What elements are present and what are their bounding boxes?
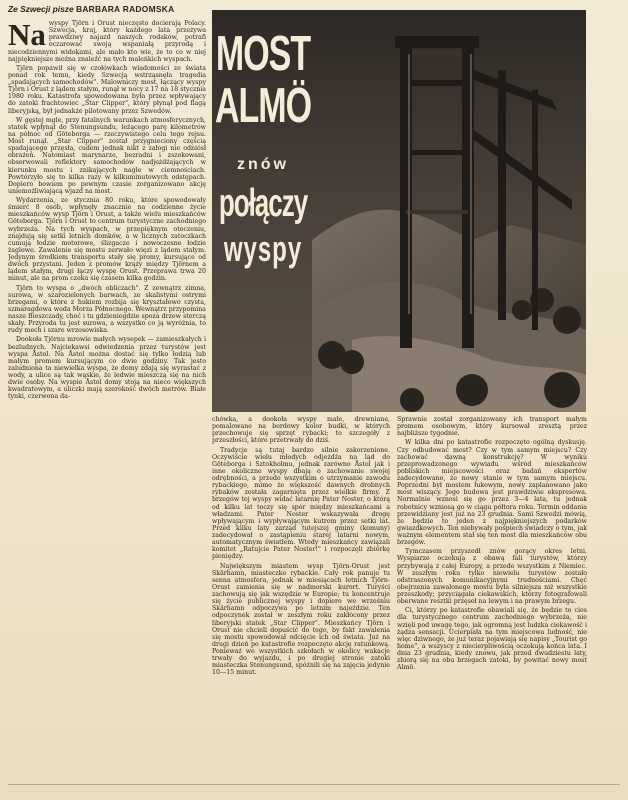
article-column-2 xyxy=(212,416,390,782)
paragraph: W gęstej mgle, przy fatalnych warunkach atmosferycznych, statek wpłynął do Stenungsundu, leżącego parę kilometrów na północ od Göteborga — rzeczywistego celu tego rejsu. Most runął. „Star Clipper" został przygnieciony częścią spadającego przęsła, cudem jednak nikt z załogi nie odniósł obrażeń. Natomiast marynarze, bezradni i zszokowani, obserwowali reflektory samochodów nadjeżdżających w kierunku mostu i znikających nagle w ciemnościach. Powtórzyło się to kilka razy w kilkuminutowych odstępach. Dopiero bowiem po pewnym czasie zorganizowano akcję uniemożliwiającą wjazd na most. xyxy=(8,116,206,195)
paragraph: chówka, a dookoła wyspy małe, drewniane, pomalowane na bordowy kolor budki, w których przechowuje się sprzęt rybacki; to szczegóły z przeszłości, które przetrwały do dziś. xyxy=(212,416,390,445)
lead-text: wyspy Tjörn i Orust nieczęsto docierają Polacy. Szwecja, kraj, który każdego lata przeżywa prawdziwy najazd naszych rodaków, potrafi oczarować swoją wspaniałą przyrodą i niecodziennymi widokami, ale mało kto wie, że to co w niej najpiękniejsze można znaleźć na tych maleńkich wyspach. xyxy=(8,20,206,63)
byline xyxy=(8,4,174,14)
paragraph: Tjörn popawił się w czołówkach wiadomości ze świata ponad rok temu, kiedy Szwecją wstrząsnęła tragedia „spadających samochodów". Malowniczy most, łączący wyspy Tjörn i Orust z lądem stałym, runął w nocy z 17 na 18 stycznia 1980 roku. Katastrofa spowodowana była przez wpływający do zatoki frachtowiec „Star Clipper", który płynął pod flagą liberyjską, był jednakże pilotowany przez Szwedów. xyxy=(8,64,206,115)
byline-prefix: Ze Szwecji pisze xyxy=(8,4,74,14)
paragraph: Tjörn to wyspa o „dwóch obliczach". Z zewnątrz zimna, surowa, w szarozielonych barwach, ze skalistymi ostrymi brzegami, o które z hukiem rozbija się kryształowo czysta, szmaragdowa woda Morza Północnego. Wewnątrz przypomina nasze Bieszczady, choć i tu gdzieniegdzie spoza drzew sterczą skały. Przyroda tu jest surowa, a wszystko co ją wyróżnia, to rudy mech i szare wrzosowiska. xyxy=(8,284,206,335)
byline-author: BARBARA RADOMSKA xyxy=(75,4,175,14)
paragraph: W kilka dni po katastrofie rozpoczęto ogólną dyskusję. Czy odbudować most? Czy w tym samym miejscu? Czy zachować dawną konstrukcję? W wyniku przeprowadzonego wywiadu wśród mieszkańców pobliskich miejscowości oraz badań ekspertów zadecydowano, że nowy stanie w tym samym miejscu. Poprzedni był mostem łukowym, nowy zaplanowano jako most wiszący. Jego budowa jest prawdziwie ekspresowa. Normalnie wznosi się go przez 3—4 lata, tu jednak robotnicy wzniosą go w ciągu półtora roku. Termin oddania przewidziany jest już na 23 grudnia. Sami Szwedzi mówią, że będzie to jeden z najpiękniejszych podarków gwiazdkowych. Ten niebywały pośpiech świadczy o tym, jak ważnym elementem stał się ten most dla mieszkańców obu brzegów. xyxy=(397,439,587,547)
paragraph: Największym miastem wysp Tjörn-Orust jest Skärhamn, miasteczko rybackie. Cały rok panuje tu senna atmosfera, jednak w miesiącach letnich Tjörn-Orust zamienia się w nadmorski kurort. Turyści zachowują się jak wszędzie w Europie; tu koncentruje się życie publicznej wyspy i dopiero we wrześniu Skärhamn odpoczywa po letnim najeździe. Ten odpoczynek został w zeszłym roku zakłócony przez liberyjski statek „Star Clipper". Mieszkańcy Tjörn i Orust nie chcieli dopuścić do tego, by fakt zawalenia się mostu spowodował odcięcie ich od świata. Już na drugi dzień po katastrofie rozpoczęto akcję ratunkową. Ponieważ we wszystkich szkołach w okolicy wakacje trwały do wyjazdu, i po drugiej stronie zatoki miasteczka Stenungsund, spóźnili się na zajęcia jedynie 10—15 minut. xyxy=(212,562,390,677)
article-column-3 xyxy=(397,416,587,782)
page-bottom-rule xyxy=(8,784,620,785)
paragraph: Tymczasem przyszedł znów gorący okres letni. Wyspiarze oczekują z obawą fali turystów, którzy przybywają z całej Europy, a przede wszystkim z Niemiec. W zeszłym roku tylko niewielu turystów zostało odstraszonych komunikacyjnymi trudnościami. Chęć obejrzenia zawalonego mostu była silniejsza niż wszystkie przeszkody; przyciągała ciekawskich, którzy fotografowali oberwane resztki przęseł na lewym i na prawym brzegu. xyxy=(397,548,587,606)
headline xyxy=(213,26,313,270)
paragraph: Ci, którzy po katastrofie obawiali się, że będzie to cios dla turystycznego centrum zachodniego wybrzeża, nie wzięli pod uwagę tego, jak ogromną jest ludzka ciekawość i żądza sensacji. Ucierpiała na tym miejscowa ludność, nie więc dziwnego, że już teraz pojawiają się napisy „Tourist go home", a wszyscy z niecierpliwością oczekują końca lata. I dnia 23 grudnia, kiedy znowu, jak przed dwudziestu laty, zbiorą się na obu brzegach zatoki, by powitać nowy most Almö. xyxy=(397,607,587,672)
paragraph: Tradycje są tutaj bardzo silnie zakorzenione. Oczywiście wielu młodych odjeżdża na ląd do Göteborga i Sztokholmu, jednak zarówno Åstol jak i inne okoliczne wyspy dbają o zachowanie swojej odrębności, a przede wszystkim o utrzymanie zawodu rybackiego, mimo że większość dawnych drobnych rybaków została zagarnięta przez wielkie firmy. Z brzegów tej wyspy widać latarnię Pater Noster, o którą od kilku lat toczy się spór między mieszkańcami a władzami. Pater Noster wskazywała drogę wpływającym i wypływającym kutrom przez setki lat. Przed kilku laty zarząd tutejszej gminy (komuny) zadecydował o zastąpieniu starej latarni nowym, automatycznym światłem. Wtedy mieszkańcy zawiązali komitet „Ratujcie Pater Noster!" i rozpoczęli zbiórkę pieniędzy. xyxy=(212,446,390,561)
headline-most: MOST xyxy=(215,26,311,82)
article-column-1 xyxy=(8,20,206,782)
headline-almo: ALMÖ xyxy=(214,78,312,134)
lead-paragraph xyxy=(8,20,206,63)
paragraph: Dookoła Tjörnu mrowie małych wysepek — zamieszkałych i bezludnych. Najciekawsi odwiedzenia przez turystów jest wyspa Åstol. Na Åstol można dostać się tylko łodzią lub małym promem kursującym co dwie godziny. Tak jesto zaludniona ta niewielka wyspa, że domy zdają się wyrastać z wody, a ulice są tak wąskie, że ledwie mieszczą się na nich dwie osoby. Na wyspie Åstol domy stoją na nieco większych kwadratowym, a uliczki mają szerokość dwóch metrów. Białe tynki, czerwona da- xyxy=(8,336,206,401)
paragraph: Sprawnie został zorganizowany ich transport małym promem osobowym, który kursował zresztą przez najbliższe tygodnie. xyxy=(397,416,587,438)
headline-znow: znów xyxy=(237,156,289,173)
headline-polaczy: połączy xyxy=(218,180,308,225)
headline-wyspy: wyspy xyxy=(223,229,303,270)
dropcap: Na xyxy=(8,20,46,52)
paragraph: Wydarzenia, ze stycznia 80 roku, które spowodowały śmierć 8 osób, wpłynęły znacznie na codzienne życie mieszkańców wysp Tjörn i Orust, a także wielu mieszkańców Göteborga. Tjörn i Orust to centrum turystyczne zachodniego wybrzeża. Na tych wyspach, w przepięknym otoczeniu, znajdują się setki letnich domków, a w licznych zatoczkach cumują łodzie motorowe, ślizgacze i nowoczesne łodzie żaglowe. Zawalenie się mostu zerwało więzi z lądem stałym. Jedynym środkiem transportu stały się promy, kursujące od dwóch przystani. Jeden z promów krąży między Tjörnem a lądem stałym, drugi łączy wyspę Orust. Przeprawa trwa 20 minut, ale na prom czeka się czasem kilka godzin. xyxy=(8,197,206,283)
